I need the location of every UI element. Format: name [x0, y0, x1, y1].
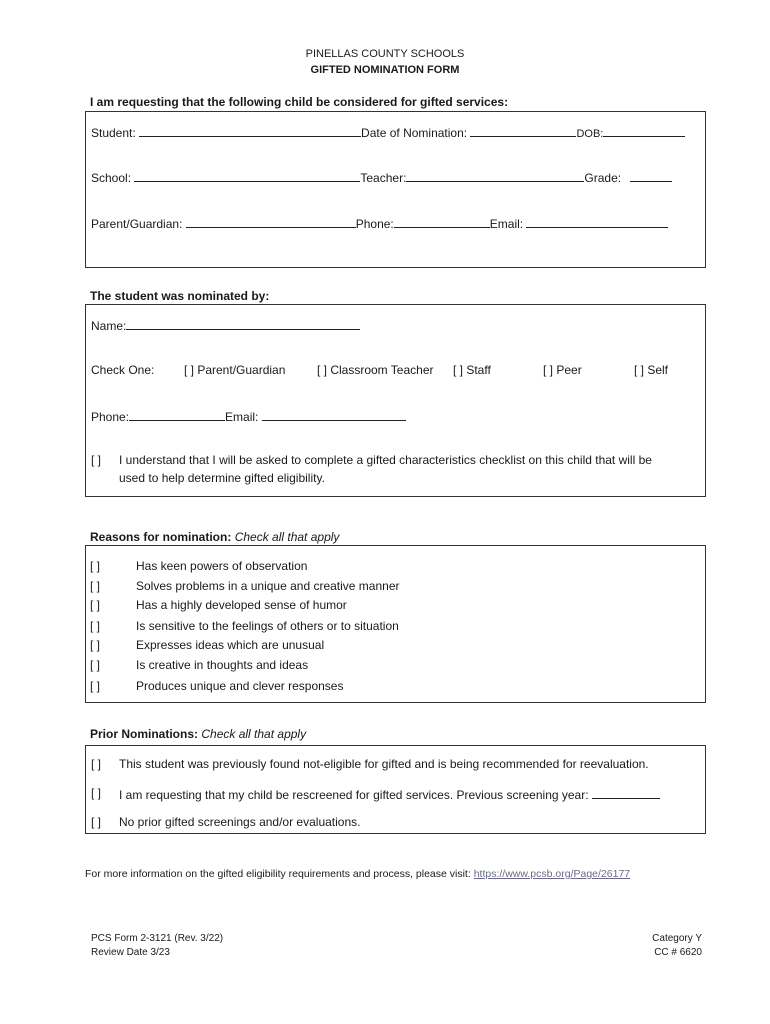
school-row [91, 169, 672, 185]
section3-title [90, 530, 339, 544]
reason-item: Has keen powers of observation [136, 559, 308, 573]
nominator-contact-row [91, 408, 406, 424]
teacher-field[interactable] [406, 169, 584, 182]
reasons-title: Reasons for nomination: [90, 530, 232, 544]
reason-checkbox[interactable]: [ ] [90, 598, 101, 612]
reason-checkbox[interactable]: [ ] [90, 658, 101, 672]
reason-checkbox[interactable]: [ ] [90, 579, 101, 593]
prior-checkbox[interactable]: [ ] [91, 786, 102, 800]
student-label: Student: [91, 126, 136, 140]
ack-line2: used to help determine gifted eligibility. [119, 471, 325, 485]
reason-checkbox[interactable]: [ ] [90, 638, 101, 652]
option-peer[interactable]: [ ] Peer [543, 363, 582, 377]
reason-checkbox[interactable]: [ ] [90, 619, 101, 633]
nominator-phone-field[interactable] [129, 408, 225, 421]
category: Category Y [652, 933, 702, 944]
nominator-name-field[interactable] [126, 317, 360, 330]
prior-checkbox[interactable]: [ ] [91, 757, 102, 771]
student-row [91, 124, 685, 140]
grade-field[interactable] [630, 169, 672, 182]
reason-item: Produces unique and clever responses [136, 679, 344, 693]
dob-label: DOB: [576, 128, 604, 140]
prior-checkbox[interactable]: [ ] [91, 815, 102, 829]
option-teacher[interactable]: [ ] Classroom Teacher [317, 363, 434, 377]
nominator-email-label: Email: [225, 410, 259, 424]
date-label: Date of Nomination: [361, 126, 468, 140]
prior-subtitle: Check all that apply [201, 727, 307, 741]
nominator-name-row [91, 317, 360, 333]
prior-item [119, 786, 660, 802]
section4-title [90, 727, 306, 741]
reason-item: Is creative in thoughts and ideas [136, 658, 309, 672]
form-number: PCS Form 2-3121 (Rev. 3/22) [91, 933, 224, 944]
info-link[interactable]: https://www.pcsb.org/Page/26177 [473, 868, 631, 880]
grade-label: Grade: [584, 171, 622, 185]
form-title: GIFTED NOMINATION FORM [310, 64, 460, 76]
cc-number: CC # 6620 [654, 947, 702, 958]
nominator-name-label: Name: [91, 319, 127, 333]
option-parent[interactable]: [ ] Parent/Guardian [184, 363, 286, 377]
reason-item: Is sensitive to the feelings of others or to situation [136, 619, 399, 633]
info-text: For more information on the gifted eligibility requirements and process, please visit: [85, 868, 471, 880]
ack-checkbox[interactable]: [ ] [91, 453, 102, 467]
phone-field[interactable] [394, 215, 490, 228]
check-one-row [91, 363, 154, 377]
school-field[interactable] [134, 169, 360, 182]
prior-item-text: I am requesting that my child be rescreened for gifted services. Previous screening year: [119, 788, 589, 802]
reason-checkbox[interactable]: [ ] [90, 679, 101, 693]
student-field[interactable] [139, 124, 361, 137]
review-date: Review Date 3/23 [91, 947, 170, 958]
parent-label: Parent/Guardian: [91, 217, 183, 231]
reason-checkbox[interactable]: [ ] [90, 559, 101, 573]
section2-title: The student was nominated by: [90, 289, 270, 303]
parent-field[interactable] [186, 215, 356, 228]
reasons-subtitle: Check all that apply [234, 530, 340, 544]
phone-label: Phone: [355, 217, 394, 231]
nominator-phone-label: Phone: [91, 410, 130, 424]
email-label: Email: [489, 217, 524, 231]
email-field[interactable] [526, 215, 668, 228]
section1-title: I am requesting that the following child be considered for gifted services: [90, 95, 509, 109]
screening-year-field[interactable] [592, 786, 660, 799]
info-line [85, 868, 630, 880]
reason-item: Expresses ideas which are unusual [136, 638, 325, 652]
check-one-label: Check One: [91, 363, 155, 377]
option-self[interactable]: [ ] Self [634, 363, 669, 377]
prior-item: No prior gifted screenings and/or evaluations. [119, 815, 361, 829]
nominator-email-field[interactable] [262, 408, 406, 421]
parent-row [91, 215, 668, 231]
reason-item: Has a highly developed sense of humor [136, 598, 347, 612]
dob-field[interactable] [603, 124, 685, 137]
ack-line1: I understand that I will be asked to complete a gifted characteristics checklist on this child that will be [119, 453, 652, 467]
reason-item: Solves problems in a unique and creative manner [136, 579, 400, 593]
option-staff[interactable]: [ ] Staff [453, 363, 491, 377]
teacher-label: Teacher: [360, 171, 407, 185]
org-name: PINELLAS COUNTY SCHOOLS [305, 48, 465, 60]
school-label: School: [91, 171, 132, 185]
prior-title: Prior Nominations: [90, 727, 199, 741]
prior-item: This student was previously found not-eligible for gifted and is being recommended for reevaluation. [119, 757, 649, 771]
date-field[interactable] [470, 124, 576, 137]
